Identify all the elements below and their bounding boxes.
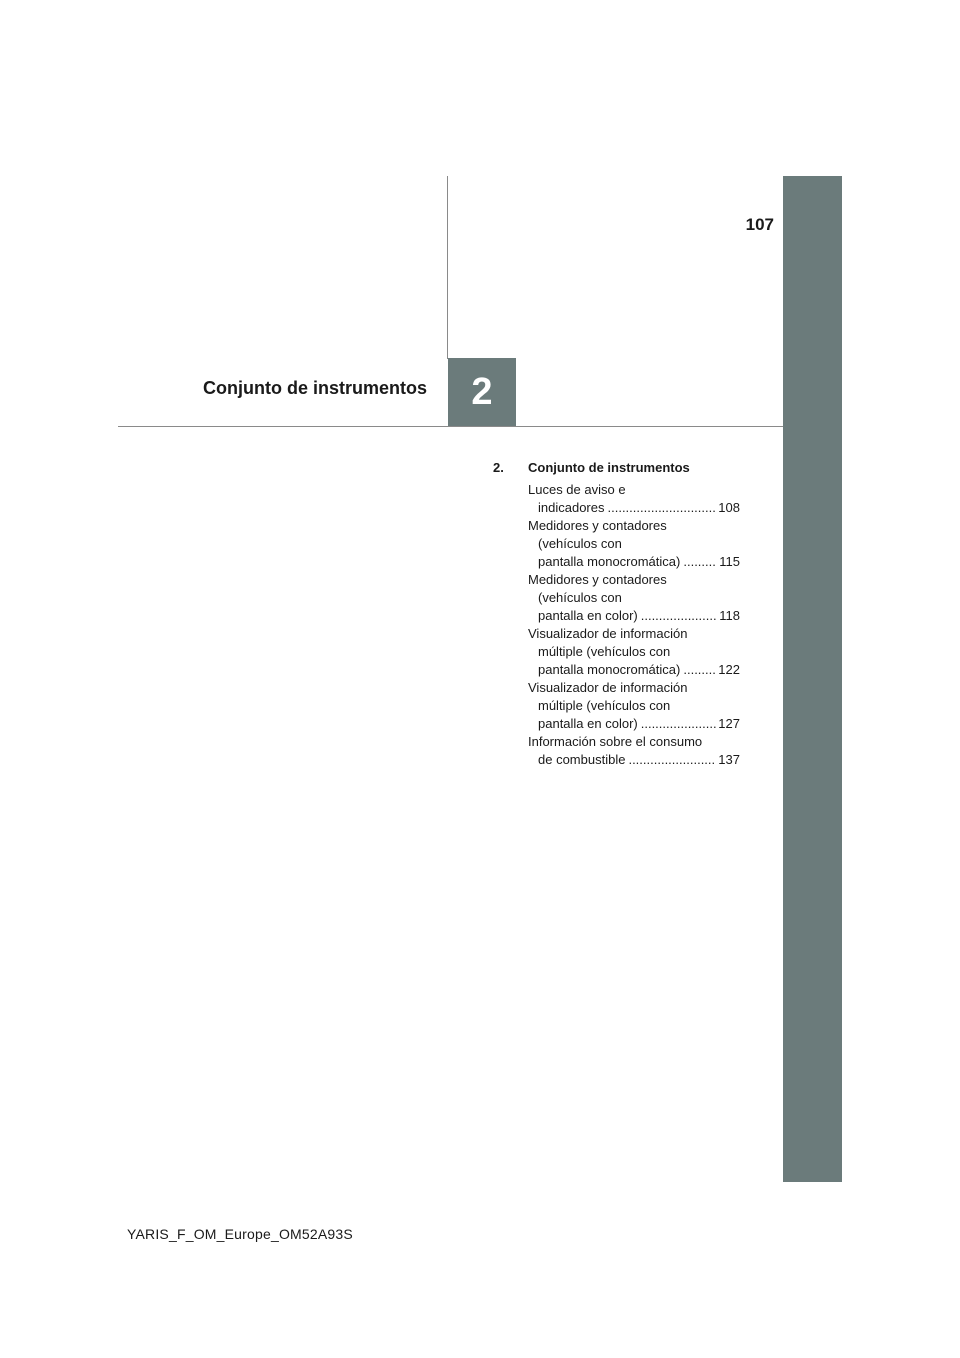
toc-entry-line: pantalla en color) <box>538 608 638 623</box>
toc-entry-line: múltiple (vehículos con <box>538 644 671 659</box>
toc-entry[interactable] <box>528 517 740 571</box>
toc-entry[interactable] <box>528 625 740 679</box>
document-footer-id: YARIS_F_OM_Europe_OM52A93S <box>127 1226 353 1242</box>
toc-entry-line: múltiple (vehículos con <box>538 698 671 713</box>
table-of-contents <box>493 459 740 769</box>
toc-entry[interactable] <box>528 481 740 517</box>
toc-entry-line: Información sobre el consumo <box>528 734 703 749</box>
toc-page-number: 122 <box>718 662 740 677</box>
toc-section-title: Conjunto de instrumentos <box>528 460 690 475</box>
toc-entry-line: (vehículos con <box>538 536 622 551</box>
toc-entry-line: Medidores y contadores <box>528 572 667 587</box>
toc-section-heading[interactable] <box>493 459 740 477</box>
toc-leader-dots <box>683 553 717 571</box>
toc-entry-line: indicadores <box>538 500 605 515</box>
toc-page-number: 127 <box>718 716 740 731</box>
toc-entry-line: pantalla en color) <box>538 716 638 731</box>
toc-leader-dots <box>641 607 718 625</box>
toc-page-number: 108 <box>718 500 740 515</box>
chapter-number-badge: 2 <box>448 358 516 426</box>
chapter-side-tab <box>783 176 842 1182</box>
horizontal-divider <box>118 426 783 427</box>
vertical-divider <box>447 176 448 359</box>
toc-leader-dots <box>628 751 716 769</box>
toc-entry-line: (vehículos con <box>538 590 622 605</box>
toc-entry-line: Luces de aviso e <box>528 482 626 497</box>
page-number: 107 <box>745 215 774 234</box>
chapter-title: Conjunto de instrumentos <box>203 378 427 398</box>
toc-page-number: 115 <box>719 554 740 569</box>
toc-entry[interactable] <box>528 571 740 625</box>
toc-page-number: 118 <box>719 608 740 623</box>
toc-entry-line: de combustible <box>538 752 626 767</box>
toc-entry-line: pantalla monocromática) <box>538 662 681 677</box>
toc-entry[interactable] <box>528 733 740 769</box>
toc-entries <box>493 481 740 769</box>
toc-entry-line: Visualizador de información <box>528 680 688 695</box>
toc-entry[interactable] <box>528 679 740 733</box>
toc-leader-dots <box>608 499 717 517</box>
toc-entry-line: pantalla monocromática) <box>538 554 681 569</box>
toc-leader-dots <box>683 661 716 679</box>
toc-entry-line: Visualizador de información <box>528 626 688 641</box>
toc-section-number: 2. <box>493 460 504 475</box>
toc-page-number: 137 <box>718 752 740 767</box>
toc-leader-dots <box>641 715 717 733</box>
toc-entry-line: Medidores y contadores <box>528 518 667 533</box>
